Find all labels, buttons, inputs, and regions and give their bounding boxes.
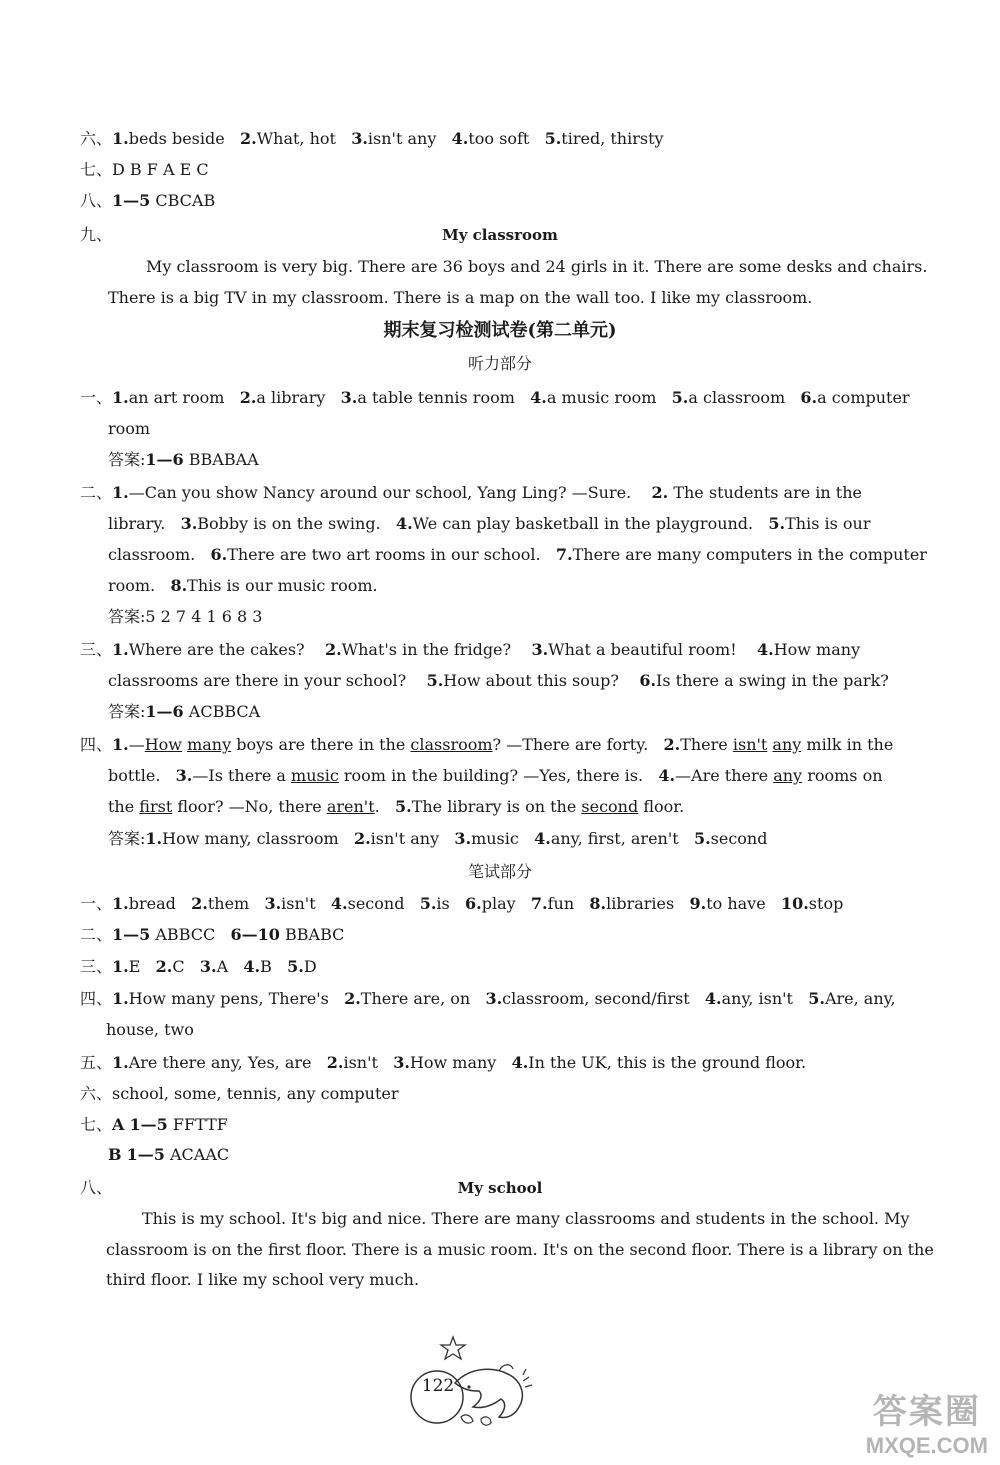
listening-heading: 听力部分 [467,354,532,373]
listening-q1-line: room [108,419,151,438]
writing-q1-answers: 一、1.bread 2.them 3.isn't 4.second 5.is 6.play 7.fun 8.libraries 9.to have 10.stop [80,894,844,913]
essay-title: My classroom [442,226,558,244]
section-6-answers: 六、1.beds beside 2.What, hot 3.isn't any 4.too soft 5.tired, thirsty [80,129,664,148]
writing-q6-answers: 六、school, some, tennis, any computer [80,1084,399,1103]
listening-q2-answer: 答案:5 2 7 4 1 6 8 3 [108,607,263,626]
listening-q2-line: classroom. 6.There are two art rooms in our school. 7.There are many computers in the computer [108,545,927,564]
section-7-answers: 七、D B F A E C [80,160,209,179]
listening-q4-line: bottle. 3.—Is there a music room in the building? —Yes, there is. 4.—Are there any rooms on [108,766,883,785]
writing-q4-answers: 四、1.How many pens, There's 2.There are, on 3.classroom, second/first 4.any, isn't 5.Are, any, [80,989,896,1008]
watermark-logo: 答案圈 [872,1392,981,1432]
writing-q7-part-a: 七、A 1—5 FFTTF [80,1115,228,1134]
dolphin-ball-icon [395,1335,540,1430]
watermark-url: MXQE.COM [865,1433,988,1458]
essay-line: There is a big TV in my classroom. There is a map on the wall too. I like my classroom. [108,288,813,307]
listening-q4-answer: 答案:1.How many, classroom 2.isn't any 3.music 4.any, first, aren't 5.second [108,829,768,848]
section-label: 六、 [80,129,113,148]
unit-title: 期末复习检测试卷(第二单元) [383,320,617,341]
footer-decoration [395,1335,540,1430]
writing-q2-answers: 二、1—5 ABBCC 6—10 BBABC [80,925,345,944]
listening-q3-line: classrooms are there in your school? 5.How about this soup? 6.Is there a swing in the park? [108,671,889,690]
listening-q1-line: 一、1.an art room 2.a library 3.a table tennis room 4.a music room 5.a classroom 6.a computer [80,388,910,407]
section-8-answers: 八、1—5 CBCAB [80,191,216,210]
listening-q2-line: library. 3.Bobby is on the swing. 4.We can play basketball in the playground. 5.This is our [108,514,871,533]
essay-line: My classroom is very big. There are 36 boys and 24 girls in it. There are some desks and chairs. [146,257,928,276]
listening-q2-line: room. 8.This is our music room. [108,576,378,595]
essay-title: My school [457,1179,543,1197]
page-number: 122 [421,1376,455,1396]
listening-q3-line: 三、1.Where are the cakes? 2.What's in the fridge? 3.What a beautiful room! 4.How many [80,640,861,659]
essay-line: This is my school. It's big and nice. There are many classrooms and students in the school. My [142,1209,910,1228]
listening-q4-line: the first floor? —No, there aren't. 5.The library is on the second floor. [108,797,685,816]
section-9-label: 九、 [80,225,113,244]
essay-line: classroom is on the first floor. There is a music room. It's on the second floor. There is a library on the [106,1240,934,1259]
writing-q4-continuation: house, two [106,1020,194,1039]
writing-heading: 笔试部分 [467,862,532,881]
listening-q2-line: 二、1.—Can you show Nancy around our school, Yang Ling? —Sure. 2. The students are in the [80,483,862,502]
listening-q1-answer: 答案:1—6 BBABAA [108,450,259,469]
writing-q8-label: 八、 [80,1178,113,1197]
writing-q5-answers: 五、1.Are there any, Yes, are 2.isn't 3.How many 4.In the UK, this is the ground floor. [80,1053,807,1072]
essay-line: third floor. I like my school very much. [106,1270,420,1289]
writing-q3-answers: 三、1.E 2.C 3.A 4.B 5.D [80,957,317,976]
listening-q3-answer: 答案:1—6 ACBBCA [108,702,261,721]
watermark [866,1384,988,1459]
writing-q7-part-b: B 1—5 ACAAC [108,1145,230,1164]
listening-q4-line: 四、1.—How many boys are there in the classroom? —There are forty. 2.There isn't any milk in the [80,735,894,754]
